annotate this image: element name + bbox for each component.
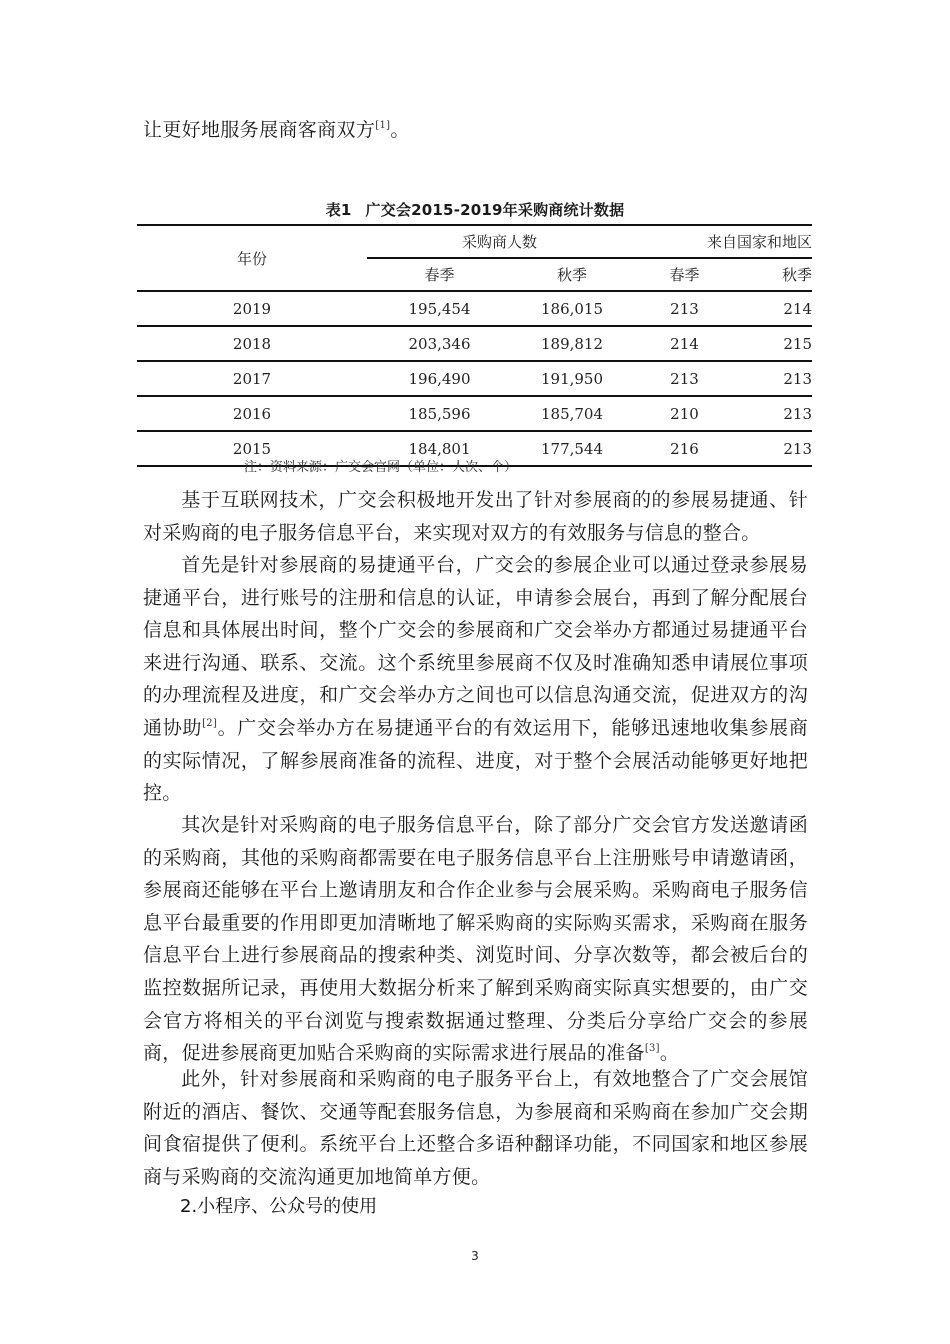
cell-buyers-autumn: 177,544: [512, 431, 632, 466]
paragraph-1-text: 基于互联网技术，广交会积极地开发出了针对参展商的的参展易捷通、针对采购商的电子服务信息平台，来实现对双方的有效服务与信息的整合。: [143, 489, 808, 544]
citation-1[interactable]: [1]: [375, 120, 391, 131]
intro-line-text: 让更好地服务展商客商双方: [143, 119, 376, 141]
cell-buyers-spring: 184,801: [367, 431, 512, 466]
cell-year: 2015: [137, 431, 367, 466]
cell-buyers-autumn: 189,812: [512, 326, 632, 361]
cell-year: 2018: [137, 326, 367, 361]
cell-countries-autumn: 213: [737, 431, 812, 466]
cell-buyers-spring: 195,454: [367, 291, 512, 326]
header-buyers-autumn: 秋季: [512, 258, 632, 291]
cell-year: 2017: [137, 361, 367, 396]
page-number: 3: [471, 1249, 479, 1263]
cell-buyers-spring: 185,596: [367, 396, 512, 431]
paragraph-4-text: 此外，针对参展商和采购商的电子服务平台上，有效地整合了广交会展馆附近的酒店、餐饮、交通等配套服务信息，为参展商和采购商在参加广交会期间食宿提供了便利。系统平台上还整合多语种翻译功能，不同国家和地区参展商与采购商的交流沟通更加地简单方便。: [143, 1068, 808, 1188]
paragraph-3-text-after: 。: [659, 1042, 680, 1065]
cell-countries-autumn: 213: [737, 361, 812, 396]
cell-buyers-spring: 196,490: [367, 361, 512, 396]
section-heading: 2.小程序、公众号的使用: [180, 1196, 378, 1217]
cell-countries-autumn: 214: [737, 291, 812, 326]
cell-countries-spring: 214: [632, 326, 737, 361]
citation-2[interactable]: [2]: [202, 717, 218, 729]
paragraph-4: [143, 1063, 808, 1193]
cell-countries-spring: 210: [632, 396, 737, 431]
table-caption: [0, 200, 950, 220]
table-row: [137, 326, 812, 361]
intro-line-end: 。: [390, 119, 410, 141]
table-note: 注：资料来源：广交会官网（单位：人次、个）: [244, 460, 518, 475]
table-row: [137, 361, 812, 396]
header-buyers-spring: 春季: [367, 258, 512, 291]
paragraph-2: [143, 549, 808, 810]
header-countries-autumn: 秋季: [737, 258, 812, 291]
cell-countries-autumn: 213: [737, 396, 812, 431]
cell-year: 2019: [137, 291, 367, 326]
table-caption-label: 表1: [325, 201, 352, 219]
cell-countries-autumn: 215: [737, 326, 812, 361]
paragraph-2-text: 首先是针对参展商的易捷通平台，广交会的参展企业可以通过登录参展易捷通平台，进行账号的注册和信息的认证，申请参会展台，再到了解分配展台信息和具体展出时间，整个广交会的参展商和广交会举办方都通过易捷通平台来进行沟通、联系、交流。这个系统里参展商不仅及时准确知悉申请展位事项的办理流程及进度，和广交会举办方之间也可以信息沟通交流，促进双方的沟通协助: [143, 554, 808, 739]
intro-line: [143, 118, 410, 142]
cell-countries-spring: 213: [632, 291, 737, 326]
cell-year: 2016: [137, 396, 367, 431]
table-caption-title: 广交会2015-2019年采购商统计数据: [365, 201, 625, 219]
cell-countries-spring: 216: [632, 431, 737, 466]
header-group-buyers: 采购商人数: [367, 225, 632, 258]
table-header-row: [137, 225, 812, 258]
citation-3[interactable]: [3]: [644, 1043, 660, 1055]
table-row: [137, 291, 812, 326]
header-group-countries: 来自国家和地区: [632, 225, 812, 258]
header-countries-spring: 春季: [632, 258, 737, 291]
paragraph-2-text-after: 。广交会举办方在易捷通平台的有效运用下，能够迅速地收集参展商的实际情况，了解参展商准备的流程、进度，对于整个会展活动能够更好地把控。: [143, 716, 808, 805]
cell-buyers-autumn: 186,015: [512, 291, 632, 326]
cell-buyers-autumn: 185,704: [512, 396, 632, 431]
paragraph-1: [143, 484, 808, 549]
buyers-statistics-table: [137, 224, 812, 467]
cell-buyers-autumn: 191,950: [512, 361, 632, 396]
paragraph-3-text: 其次是针对采购商的电子服务信息平台，除了部分广交会官方发送邀请函的采购商，其他的采购商都需要在电子服务信息平台上注册账号申请邀请函，参展商还能够在平台上邀请朋友和合作企业参与会展采购。采购商电子服务信息平台最重要的作用即更加清晰地了解采购商的实际购买需求，采购商在服务信息平台上进行参展商品的搜索种类、浏览时间、分享次数等，都会被后台的监控数据所记录，再使用大数据分析来了解到采购商实际真实想要的，由广交会官方将相关的平台浏览与搜索数据通过整理、分类后分享给广交会的参展商，促进参展商更加贴合采购商的实际需求进行展品的准备: [143, 814, 808, 1065]
cell-buyers-spring: 203,346: [367, 326, 512, 361]
table-row: [137, 396, 812, 431]
paragraph-3: [143, 809, 808, 1070]
header-year: 年份: [137, 225, 367, 291]
cell-countries-spring: 213: [632, 361, 737, 396]
